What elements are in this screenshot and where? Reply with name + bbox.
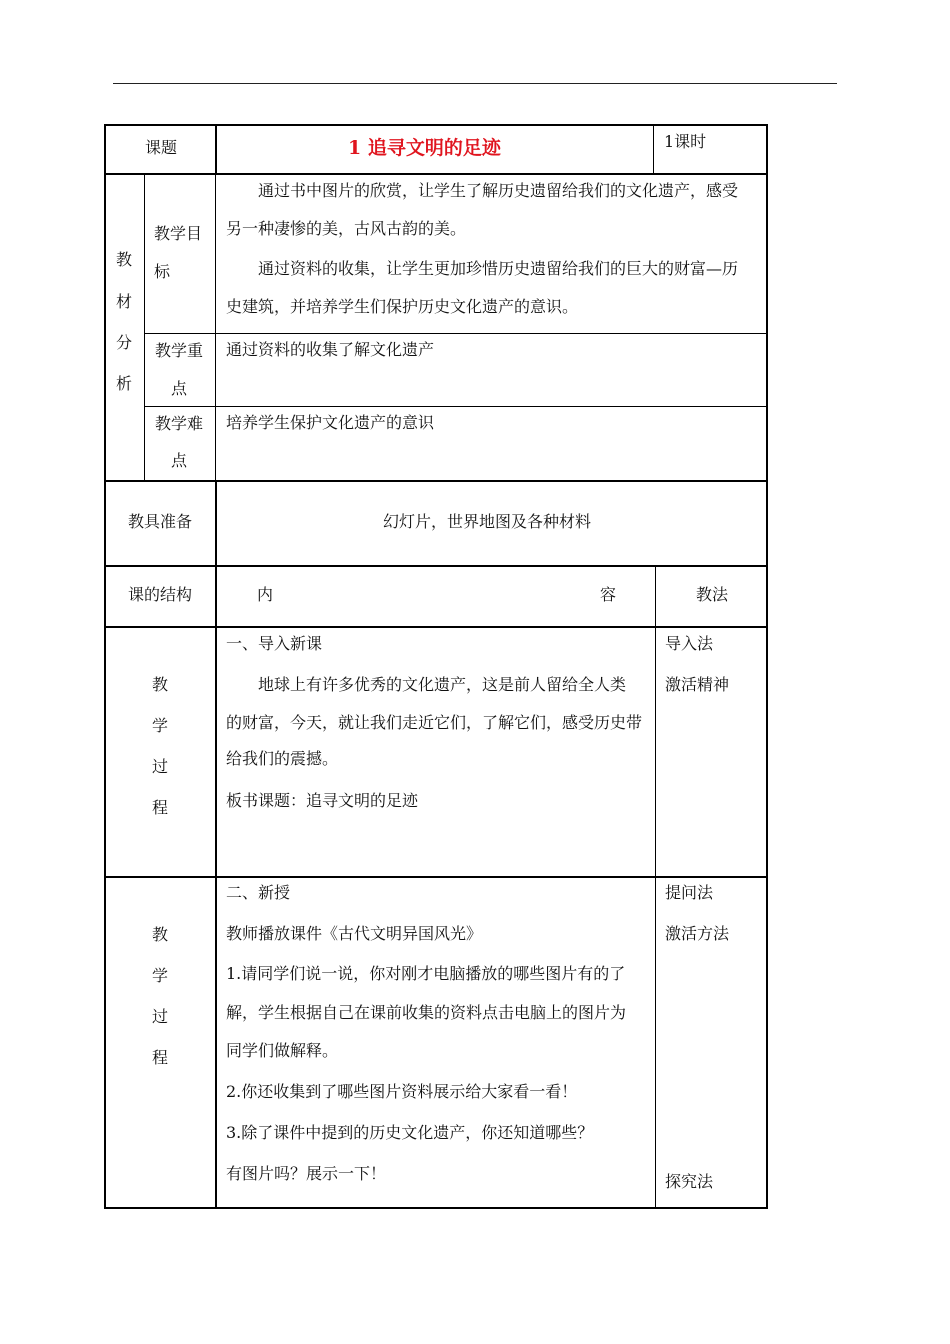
process2-method: 激活方法 (665, 924, 730, 943)
col-divider (653, 124, 654, 174)
tools-label: 教具准备 (128, 512, 193, 531)
process2-line: 1.请同学们说一说，你对刚才电脑播放的哪些图片有的了 (226, 964, 626, 983)
goals-text-line: 另一种凄惨的美，古风古韵的美。 (226, 219, 467, 238)
method-header: 教法 (696, 585, 729, 604)
structure-label: 课的结构 (128, 585, 193, 604)
process2-line: 二、新授 (226, 883, 291, 902)
analysis-side-char: 教 (115, 250, 132, 269)
class-hours: 1课时 (664, 132, 707, 151)
process1-line: 的财富，今天，就让我们走近它们，了解它们，感受历史带 (226, 713, 643, 732)
process2-line: 2.你还收集到了哪些图片资料展示给大家看一看！ (226, 1082, 578, 1101)
difficulty-label-line: 教学难 (155, 414, 204, 433)
process2-line: 同学们做解释。 (226, 1041, 339, 1060)
col-divider (215, 173, 216, 481)
process2-line: 3.除了课件中提到的历史文化遗产，你还知道哪些？ (226, 1123, 594, 1142)
table-bottom-border (104, 1207, 768, 1209)
key-label-line: 点 (171, 379, 188, 398)
process1-line: 一、导入新课 (226, 634, 323, 653)
header-rule (113, 83, 837, 84)
analysis-side-char: 分 (115, 333, 132, 352)
row-divider (144, 333, 767, 334)
goals-text-line: 通过书中图片的欣赏，让学生了解历史遗留给我们的文化遗产，感受 (258, 181, 739, 200)
topic-label: 课题 (145, 138, 178, 157)
difficulty-text: 培养学生保护文化遗产的意识 (226, 413, 435, 432)
row-divider (144, 406, 767, 407)
process-side-char: 程 (151, 1048, 168, 1067)
key-text: 通过资料的收集了解文化遗产 (226, 340, 435, 359)
table-top-border (104, 124, 768, 126)
col-divider (215, 480, 217, 1208)
process-side-char: 教 (151, 675, 168, 694)
goals-label-line: 标 (154, 262, 171, 281)
lesson-title: 1 追寻文明的足迹 (348, 137, 501, 159)
goals-text-line: 史建筑，并培养学生们保护历史文化遗产的意识。 (226, 297, 579, 316)
process2-line: 教师播放课件《古代文明异国风光》 (226, 924, 483, 943)
goals-label-line: 教学目 (154, 224, 203, 243)
row-divider (104, 565, 768, 567)
row-divider (104, 173, 768, 175)
process-side-char: 教 (151, 925, 168, 944)
process2-method: 提问法 (665, 883, 714, 902)
table-left-border (104, 124, 106, 1209)
col-divider (655, 565, 656, 1208)
process1-line: 给我们的震撼。 (226, 749, 339, 768)
row-divider (104, 876, 768, 878)
process-side-char: 学 (151, 716, 168, 735)
process-side-char: 学 (151, 966, 168, 985)
analysis-side-char: 析 (115, 374, 132, 393)
content-header-right: 容 (600, 585, 617, 604)
goals-text-line: 通过资料的收集，让学生更加珍惜历史遗留给我们的巨大的财富—历 (258, 259, 739, 278)
analysis-side-char: 材 (115, 292, 132, 311)
process-side-char: 程 (151, 798, 168, 817)
process2-line: 有图片吗？展示一下！ (226, 1164, 387, 1183)
process1-method: 激活精神 (665, 675, 730, 694)
process2-line: 解，学生根据自己在课前收集的资料点击电脑上的图片为 (226, 1003, 627, 1022)
content-header-left: 内 (257, 585, 274, 604)
process2-method: 探究法 (665, 1172, 714, 1191)
process1-line: 板书课题：追寻文明的足迹 (226, 791, 419, 810)
process1-method: 导入法 (665, 634, 714, 653)
process-side-char: 过 (151, 1007, 168, 1026)
col-divider (215, 124, 217, 174)
row-divider (104, 626, 768, 628)
difficulty-label-line: 点 (171, 451, 188, 470)
col-divider (144, 173, 145, 481)
row-divider (104, 480, 768, 482)
process1-line: 地球上有许多优秀的文化遗产，这是前人留给全人类 (258, 675, 627, 694)
key-label-line: 教学重 (155, 341, 204, 360)
table-right-border (766, 124, 768, 1209)
process-side-char: 过 (151, 757, 168, 776)
tools-text: 幻灯片，世界地图及各种材料 (383, 512, 592, 531)
